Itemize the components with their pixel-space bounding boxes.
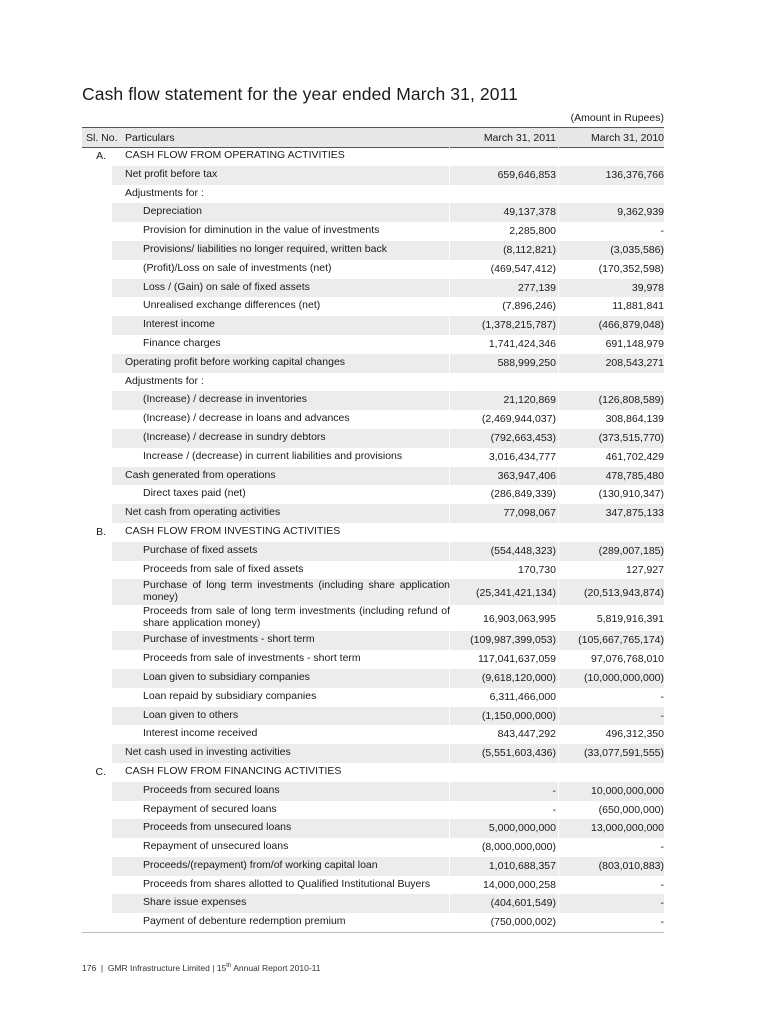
table-row — [82, 485, 664, 504]
row-value-2010: (289,007,185) — [598, 544, 664, 557]
row-value-2010: (10,000,000,000) — [584, 671, 664, 684]
table-row — [82, 631, 664, 650]
row-value-2011: (404,601,549) — [490, 897, 556, 910]
row-value-2010: (126,808,589) — [598, 394, 664, 407]
footer-report: Annual Report 2010-11 — [233, 963, 321, 973]
row-value-2010: (33,077,591,555) — [584, 747, 664, 760]
table-row — [82, 650, 664, 669]
row-value-2011: 5,000,000,000 — [488, 822, 556, 835]
table-row — [82, 857, 664, 876]
table-row — [82, 782, 664, 801]
row-value-2011: 3,016,434,777 — [488, 450, 556, 463]
table-row — [82, 373, 664, 392]
row-value-2010: 9,362,939 — [617, 206, 664, 219]
row-value-2010: 496,312,350 — [605, 728, 664, 741]
row-value-2011: (25,341,421,134) — [476, 587, 556, 600]
row-particular: CASH FLOW FROM FINANCING ACTIVITIES — [125, 764, 342, 777]
table-row — [82, 819, 664, 838]
table-row — [82, 316, 664, 335]
row-particular: Interest income received — [143, 727, 258, 740]
row-particular: Loss / (Gain) on sale of fixed assets — [143, 280, 310, 293]
table-bottom-rule — [82, 932, 664, 933]
table-row — [82, 725, 664, 744]
row-particular: Finance charges — [143, 336, 221, 349]
table-row — [82, 876, 664, 895]
row-particular: Depreciation — [143, 205, 202, 218]
row-value-2011: 588,999,250 — [497, 356, 556, 369]
page-footer: 176 | GMR Infrastructure Limited | 15th Annual Report 2010-11 — [82, 963, 321, 973]
footer-page-number: 176 — [82, 963, 97, 973]
row-value-2011: 14,000,000,258 — [483, 878, 556, 891]
row-value-2011: 2,285,800 — [509, 225, 556, 238]
row-particular: Proceeds from sale of investments - short term — [143, 652, 361, 665]
row-value-2011: 277,139 — [518, 281, 556, 294]
row-particular: Purchase of fixed assets — [143, 543, 258, 556]
table-row — [82, 605, 664, 631]
header-particulars: Particulars — [125, 132, 175, 144]
row-particular: Provisions/ liabilities no longer required, written back — [143, 242, 387, 255]
row-particular: Repayment of secured loans — [143, 802, 277, 815]
row-value-2011: (8,000,000,000) — [481, 841, 556, 854]
row-particular: Adjustments for : — [125, 186, 204, 199]
table-row — [82, 241, 664, 260]
row-value-2010: 308,864,139 — [605, 413, 664, 426]
table-row — [82, 801, 664, 820]
row-value-2010: (105,667,765,174) — [578, 634, 664, 647]
footer-edition-suffix: th — [226, 963, 232, 970]
row-value-2010: 10,000,000,000 — [591, 784, 664, 797]
row-value-2011: (554,448,323) — [490, 544, 556, 557]
row-sl-no: A. — [96, 150, 106, 162]
row-particular: Repayment of unsecured loans — [143, 840, 289, 853]
row-sl-no: B. — [96, 525, 106, 538]
table-row — [82, 203, 664, 222]
row-value-2011: 6,311,466,000 — [489, 690, 556, 703]
row-particular: CASH FLOW FROM INVESTING ACTIVITIES — [125, 524, 341, 537]
table-header — [82, 127, 664, 148]
table-row — [82, 467, 664, 486]
row-value-2010: - — [660, 690, 664, 703]
table-row — [82, 894, 664, 913]
table-row — [82, 448, 664, 467]
table-row — [82, 222, 664, 241]
row-value-2011: - — [552, 803, 556, 816]
header-march-2011: March 31, 2011 — [483, 132, 556, 144]
cash-flow-table — [82, 147, 664, 932]
table-row — [82, 744, 664, 763]
table-row — [82, 688, 664, 707]
row-value-2010: (20,513,943,874) — [584, 587, 664, 600]
row-particular: Loan given to others — [143, 708, 239, 721]
row-particular: Interest income — [143, 318, 215, 331]
table-row — [82, 391, 664, 410]
row-value-2011: 77,098,067 — [503, 507, 556, 520]
table-row — [82, 579, 664, 605]
row-particular: Cash generated from operations — [125, 468, 276, 481]
row-value-2010: 11,881,841 — [612, 300, 664, 313]
row-value-2010: - — [660, 709, 664, 722]
row-particular: Direct taxes paid (net) — [143, 487, 246, 500]
row-value-2010: 136,376,766 — [605, 168, 664, 181]
row-value-2010: 347,875,133 — [605, 507, 664, 520]
row-particular: Purchase of long term investments (including share application money) — [143, 579, 450, 603]
row-particular: Adjustments for : — [125, 374, 204, 387]
row-value-2011: 363,947,406 — [497, 469, 556, 482]
row-sl-no: C. — [95, 765, 106, 778]
row-particular: Proceeds from shares allotted to Qualified Institutional Buyers — [143, 877, 431, 890]
header-march-2010: March 31, 2010 — [591, 132, 664, 144]
row-value-2010: - — [660, 841, 664, 854]
row-value-2011: 843,447,292 — [497, 728, 556, 741]
row-particular: Loan given to subsidiary companies — [143, 670, 310, 683]
row-value-2011: 659,646,853 — [497, 168, 556, 181]
row-particular: Proceeds from sale of fixed assets — [143, 562, 304, 575]
row-particular: Proceeds from sale of long term investments (including refund of share application money) — [143, 605, 450, 629]
row-particular: Net cash from operating activities — [125, 506, 281, 519]
row-value-2010: 691,148,979 — [605, 337, 664, 350]
row-value-2011: - — [552, 784, 556, 797]
table-row — [82, 354, 664, 373]
row-value-2010: 208,543,271 — [605, 356, 664, 369]
row-value-2010: (373,515,770) — [598, 431, 664, 444]
table-row — [82, 523, 664, 542]
row-value-2011: (792,663,453) — [490, 431, 556, 444]
row-value-2011: (5,551,603,436) — [481, 747, 556, 760]
table-row — [82, 335, 664, 354]
row-value-2010: 461,702,429 — [605, 450, 664, 463]
row-value-2011: 49,137,378 — [503, 206, 556, 219]
row-value-2011: (286,849,339) — [490, 488, 556, 501]
row-particular: Loan repaid by subsidiary companies — [143, 689, 317, 702]
row-value-2011: 1,741,424,346 — [488, 337, 556, 350]
row-value-2011: (1,378,215,787) — [481, 319, 556, 332]
amount-unit-note: (Amount in Rupees) — [570, 112, 664, 124]
table-row — [82, 913, 664, 932]
row-particular: Increase / (decrease) in current liabilities and provisions — [143, 449, 403, 462]
footer-edition-number: 15 — [216, 963, 227, 973]
table-row — [82, 429, 664, 448]
row-particular: Net profit before tax — [125, 167, 218, 180]
row-value-2010: - — [660, 916, 664, 929]
table-row — [82, 838, 664, 857]
row-value-2011: (8,112,821) — [503, 243, 556, 256]
table-row — [82, 260, 664, 279]
row-particular: Share issue expenses — [143, 896, 247, 909]
row-value-2010: (170,352,598) — [598, 262, 664, 275]
row-value-2011: 16,903,063,995 — [483, 613, 556, 626]
row-value-2011: (1,150,000,000) — [481, 709, 556, 722]
row-value-2010: 127,927 — [626, 563, 664, 576]
row-particular: (Increase) / decrease in sundry debtors — [143, 430, 326, 443]
row-value-2010: (466,879,048) — [598, 319, 664, 332]
row-particular: Proceeds from secured loans — [143, 783, 280, 796]
row-value-2011: (7,896,246) — [502, 300, 556, 313]
table-row — [82, 147, 664, 166]
table-row — [82, 504, 664, 523]
row-particular: Proceeds/(repayment) from/of working capital loan — [143, 858, 378, 871]
table-row — [82, 279, 664, 298]
row-particular: Net cash used in investing activities — [125, 746, 291, 759]
row-value-2011: 170,730 — [518, 563, 556, 576]
row-value-2010: - — [660, 897, 664, 910]
table-row — [82, 166, 664, 185]
row-value-2011: (2,469,944,037) — [481, 413, 556, 426]
row-particular: Payment of debenture redemption premium — [143, 915, 346, 928]
row-value-2011: 21,120,869 — [503, 394, 556, 407]
row-value-2010: 97,076,768,010 — [591, 653, 664, 666]
row-value-2010: 13,000,000,000 — [591, 822, 664, 835]
row-particular: (Profit)/Loss on sale of investments (net) — [143, 261, 332, 274]
table-row — [82, 561, 664, 580]
row-particular: (Increase) / decrease in inventories — [143, 393, 307, 406]
row-particular: Proceeds from unsecured loans — [143, 821, 292, 834]
row-particular: CASH FLOW FROM OPERATING ACTIVITIES — [125, 149, 345, 161]
row-value-2011: 117,041,637,059 — [477, 653, 556, 666]
row-particular: Purchase of investments - short term — [143, 633, 315, 646]
row-value-2010: 478,785,480 — [605, 469, 664, 482]
table-row — [82, 410, 664, 429]
row-value-2010: (130,910,347) — [598, 488, 664, 501]
table-row — [82, 542, 664, 561]
table-row — [82, 669, 664, 688]
table-row — [82, 763, 664, 782]
row-particular: Operating profit before working capital changes — [125, 355, 346, 368]
table-row — [82, 297, 664, 316]
header-sl-no: Sl. No. — [86, 132, 118, 144]
page-title: Cash flow statement for the year ended March 31, 2011 — [82, 84, 518, 104]
row-value-2011: (469,547,412) — [490, 262, 556, 275]
row-value-2011: 1,010,688,357 — [488, 859, 556, 872]
row-value-2010: - — [660, 225, 664, 238]
row-value-2010: (650,000,000) — [598, 803, 664, 816]
row-value-2010: (803,010,883) — [598, 859, 664, 872]
row-particular: Provision for diminution in the value of investments — [143, 224, 380, 237]
row-particular: Unrealised exchange differences (net) — [143, 299, 321, 312]
row-value-2010: 5,819,916,391 — [596, 613, 664, 626]
row-particular: (Increase) / decrease in loans and advances — [143, 412, 350, 425]
row-value-2011: (9,618,120,000) — [481, 671, 556, 684]
row-value-2010: - — [660, 878, 664, 891]
row-value-2010: (3,035,586) — [610, 243, 664, 256]
table-row — [82, 185, 664, 204]
row-value-2011: (109,987,399,053) — [470, 634, 556, 647]
row-value-2010: 39,978 — [631, 281, 664, 294]
table-row — [82, 707, 664, 726]
footer-company: GMR Infrastructure Limited — [107, 963, 210, 973]
row-value-2011: (750,000,002) — [490, 916, 556, 929]
